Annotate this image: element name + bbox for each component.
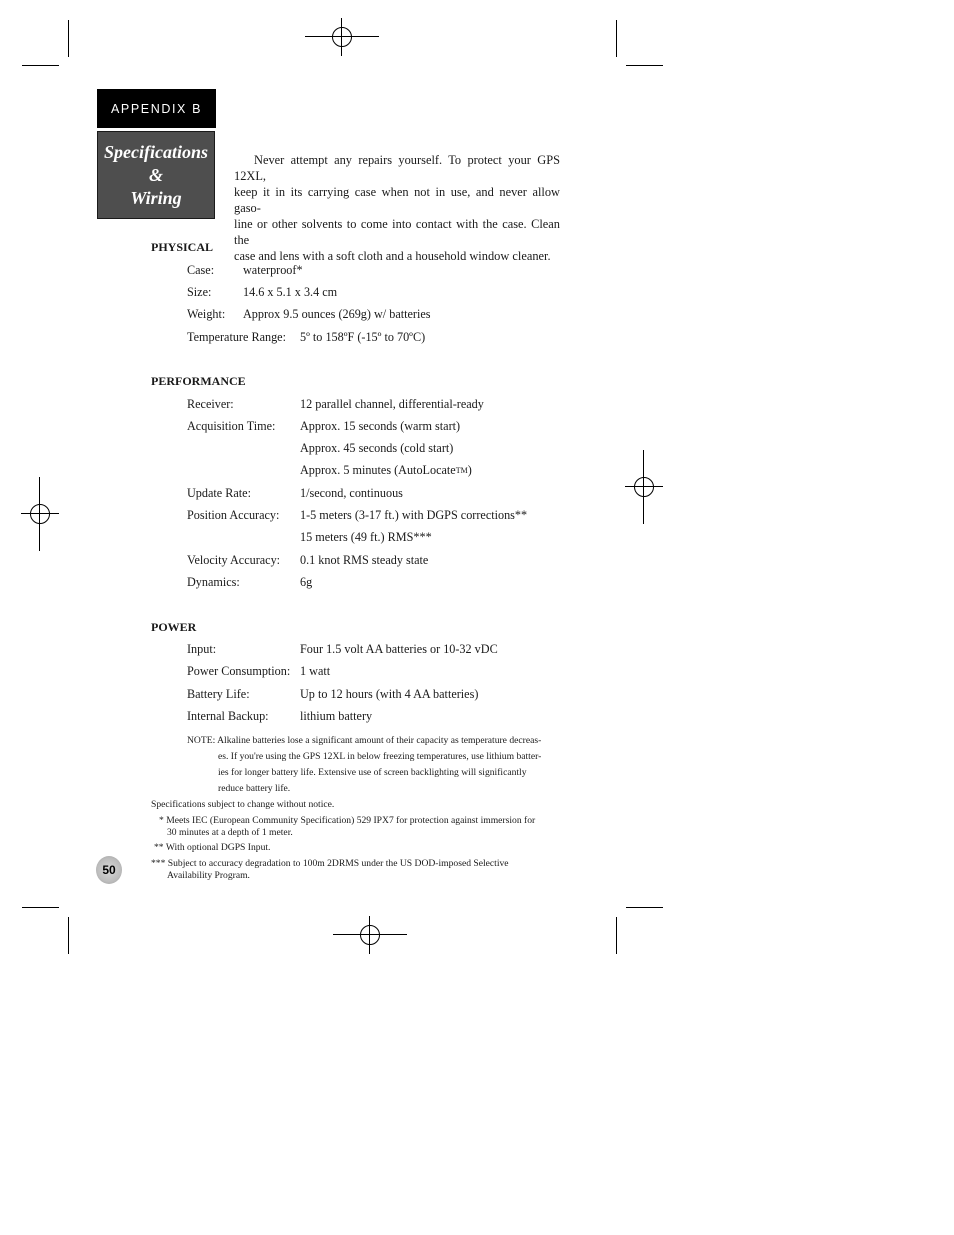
- spec-value: 0.1 knot RMS steady state: [300, 553, 429, 567]
- spec-value: waterproof*: [243, 263, 303, 277]
- spec-value: 1-5 meters (3-17 ft.) with DGPS corrections**: [300, 508, 528, 522]
- crop-mark: [22, 65, 59, 66]
- spec-value: 12 parallel channel, differential-ready: [300, 397, 484, 411]
- spec-value: 1/second, continuous: [300, 486, 403, 500]
- spec-label: Size:: [187, 285, 212, 299]
- crop-mark: [22, 907, 59, 908]
- spec-label: Battery Life:: [187, 687, 250, 701]
- intro-line: Never attempt any repairs yourself. To protect your GPS 12XL,: [234, 153, 560, 183]
- section-title-line1: Specifications &: [104, 141, 208, 185]
- crop-mark: [68, 20, 69, 57]
- spec-value: 5º to 158ºF (-15º to 70ºC): [300, 330, 426, 344]
- note-line: reduce battery life.: [218, 783, 291, 794]
- spec-label: Power Consumption:: [187, 664, 291, 678]
- spec-label: Receiver:: [187, 397, 234, 411]
- power-heading: POWER: [151, 620, 197, 634]
- spec-value-group: [300, 462, 472, 478]
- crop-mark: [616, 20, 617, 57]
- spec-value: lithium battery: [300, 709, 373, 723]
- footnote-2: ** With optional DGPS Input.: [154, 842, 271, 853]
- spec-value: Approx. 45 seconds (cold start): [300, 441, 454, 455]
- section-title-line2: Wiring: [130, 187, 182, 208]
- note-line: NOTE: Alkaline batteries lose a significant amount of their capacity as temperature decreas-: [187, 735, 542, 746]
- footnote-1: * Meets IEC (European Community Specification) 529 IPX7 for protection against immersion for: [159, 815, 536, 826]
- spec-value: Approx. 15 seconds (warm start): [300, 419, 461, 433]
- page-number: 50: [102, 863, 116, 877]
- intro-line: keep it in its carrying case when not in use, and never allow gaso-: [234, 185, 560, 215]
- appendix-label: APPENDIX B: [110, 101, 203, 116]
- spec-value: Approx 9.5 ounces (269g) w/ batteries: [243, 307, 431, 321]
- footnote-3-cont: Availability Program.: [167, 870, 250, 881]
- footnote-3: *** Subject to accuracy degradation to 100m 2DRMS under the US DOD-imposed Selective: [151, 858, 509, 869]
- spec-value: Approx. 5 minutes (AutoLocate: [300, 463, 456, 477]
- spec-value: 1 watt: [300, 664, 331, 678]
- spec-label: Dynamics:: [187, 575, 240, 589]
- page-number-badge: [96, 856, 122, 884]
- note-line: ies for longer battery life. Extensive use of screen backlighting will significantly: [218, 767, 527, 778]
- spec-label: Weight:: [187, 307, 226, 321]
- spec-value-tail: ): [467, 463, 472, 477]
- spec-label: Update Rate:: [187, 486, 251, 500]
- registration-mark-icon: [323, 18, 361, 56]
- spec-label: Temperature Range:: [187, 330, 286, 344]
- spec-label: Input:: [187, 642, 217, 656]
- crop-mark: [68, 917, 69, 954]
- note-line: es. If you're using the GPS 12XL in below freezing temperatures, use lithium batter-: [218, 751, 542, 762]
- spec-value: Four 1.5 volt AA batteries or 10-32 vDC: [300, 642, 498, 656]
- performance-heading: PERFORMANCE: [151, 374, 246, 388]
- intro-line: case and lens with a soft cloth and a household window cleaner.: [234, 249, 551, 263]
- physical-heading: PHYSICAL: [151, 240, 214, 254]
- footnote-1-cont: 30 minutes at a depth of 1 meter.: [167, 827, 293, 838]
- disclaimer: Specifications subject to change without notice.: [151, 799, 335, 810]
- registration-mark-icon: [351, 916, 389, 954]
- spec-value: Up to 12 hours (with 4 AA batteries): [300, 687, 479, 701]
- spec-label: Acquisition Time:: [187, 419, 276, 433]
- spec-label: Case:: [187, 263, 215, 277]
- appendix-tab: [97, 89, 216, 128]
- crop-mark: [626, 65, 663, 66]
- section-title-box: [97, 131, 215, 219]
- spec-value: 6g: [300, 575, 313, 589]
- spec-label: Position Accuracy:: [187, 508, 280, 522]
- spec-value: 15 meters (49 ft.) RMS***: [300, 530, 432, 544]
- intro-line: line or other solvents to come into contact with the case. Clean the: [234, 217, 560, 247]
- registration-mark-icon: [625, 468, 663, 506]
- crop-mark: [616, 917, 617, 954]
- trademark-mark: TM: [455, 466, 468, 475]
- spec-label: Velocity Accuracy:: [187, 553, 281, 567]
- registration-mark-icon: [21, 495, 59, 533]
- battery-note: [187, 733, 551, 797]
- crop-mark: [626, 907, 663, 908]
- spec-value: 14.6 x 5.1 x 3.4 cm: [243, 285, 338, 299]
- spec-label: Internal Backup:: [187, 709, 269, 723]
- intro-paragraph: [234, 152, 560, 264]
